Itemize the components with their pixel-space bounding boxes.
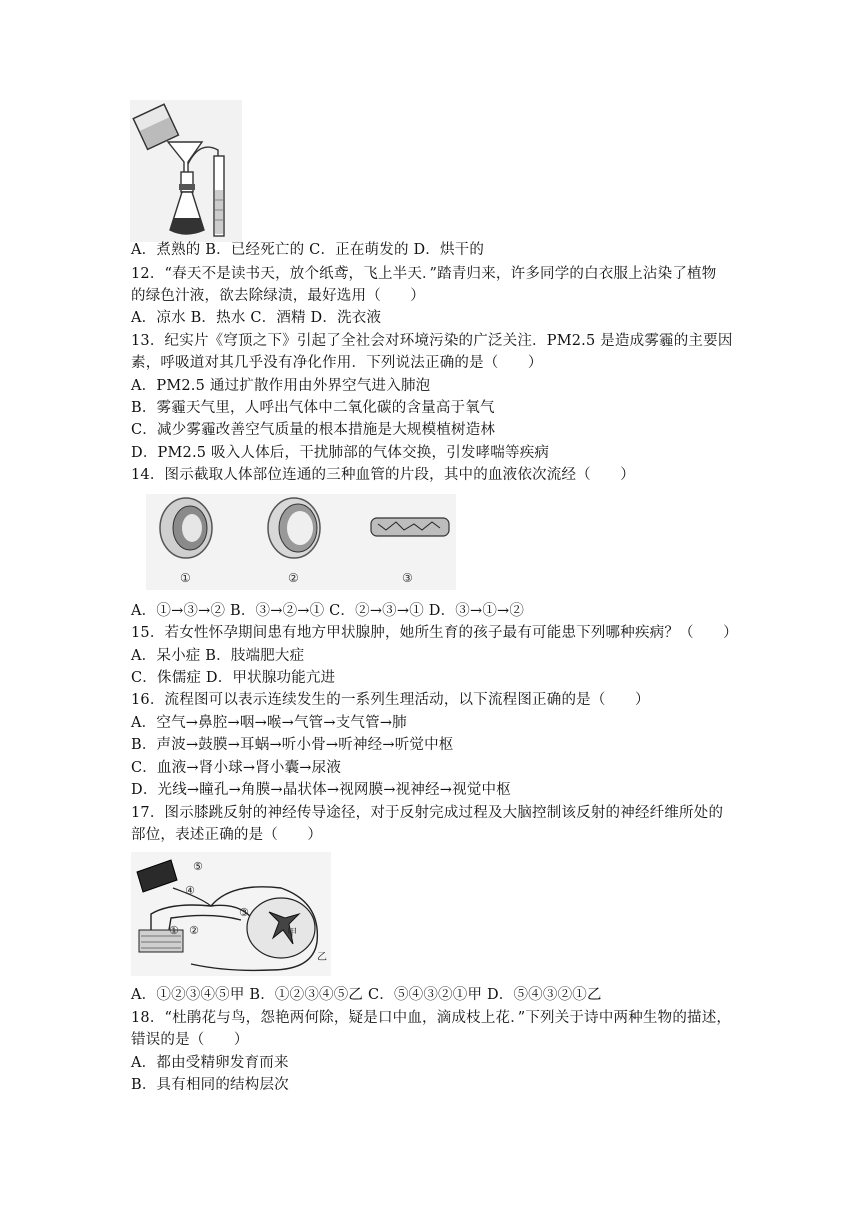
q12-stem-1: 12．“春天不是读书天，放个纸鸢，飞上半天．”踏青归来，许多同学的白衣服上沾染了植物 — [131, 266, 717, 282]
vessel-label-3: ③ — [402, 571, 413, 585]
q12-options: A．凉水 B．热水 C．酒精 D．洗衣液 — [131, 310, 382, 326]
q17-stem-2: 部位，表述正确的是（ ） — [131, 827, 323, 843]
reflex-label-2: ② — [189, 924, 199, 937]
q14-stem: 14．图示截取人体部位连通的三种血管的片段，其中的血液依次流经（ ） — [131, 467, 635, 483]
q17-stem-1: 17．图示膝跳反射的神经传导途径，对于反射完成过程及大脑控制该反射的神经纤维所处的 — [131, 805, 724, 821]
q13-stem-2: 素，呼吸道对其几乎没有净化作用．下列说法正确的是（ ） — [131, 355, 543, 371]
reflex-label-yi: 乙 — [317, 952, 327, 963]
q13-option-d: D．PM2.5 吸入人体后，干扰肺部的气体交换，引发哮喘等疾病 — [131, 445, 550, 461]
seed-experiment-figure — [130, 100, 242, 242]
q12-stem-2: 的绿色汁液，欲去除绿渍，最好选用（ ） — [131, 288, 425, 304]
q15-options-row2: C．侏儒症 D．甲状腺功能亢进 — [131, 670, 336, 686]
reflex-label-5: ⑤ — [193, 860, 203, 873]
q16-option-d: D．光线→瞳孔→角膜→晶状体→视网膜→视神经→视觉中枢 — [131, 782, 511, 798]
q16-option-a: A．空气→鼻腔→咽→喉→气管→支气管→肺 — [131, 715, 407, 731]
blood-vessels-figure — [146, 494, 456, 590]
q18-stem-1: 18．“杜鹃花与鸟，怨艳两何除，疑是口中血，滴成枝上花．”下列关于诗中两种生物的描述， — [131, 1010, 732, 1026]
reflex-label-1: ① — [169, 924, 179, 937]
q18-option-a: A．都由受精卵发育而来 — [131, 1055, 289, 1071]
q13-option-a: A．PM2.5 通过扩散作用由外界空气进入肺泡 — [131, 378, 431, 394]
q11-options: A．煮熟的 B．已经死亡的 C．正在萌发的 D．烘干的 — [131, 242, 485, 258]
q16-option-c: C．血液→肾小球→肾小囊→尿液 — [131, 760, 342, 776]
vessel-label-2: ② — [288, 571, 299, 585]
q13-option-c: C．减少雾霾改善空气质量的根本措施是大规模植树造林 — [131, 422, 496, 438]
q14-options: A．①→③→② B．③→②→① C．②→③→① D．③→①→② — [131, 603, 525, 619]
q15-options-row1: A．呆小症 B．肢端肥大症 — [131, 648, 305, 664]
q17-options: A．①②③④⑤甲 B．①②③④⑤乙 C．⑤④③②①甲 D．⑤④③②①乙 — [131, 987, 602, 1003]
reflex-label-jia: 甲 — [287, 928, 297, 939]
q13-option-b: B．雾霾天气里，人呼出气体中二氧化碳的含量高于氧气 — [131, 400, 495, 416]
q13-stem-1: 13．纪实片《穹顶之下》引起了全社会对环境污染的广泛关注．PM2.5 是造成雾霾的主要因 — [131, 333, 733, 349]
q16-stem: 16．流程图可以表示连续发生的一系列生理活动，以下流程图正确的是（ ） — [131, 692, 650, 708]
q16-option-b: B．声波→鼓膜→耳蜗→听小骨→听神经→听觉中枢 — [131, 737, 454, 753]
q18-stem-2: 错误的是（ ） — [131, 1032, 249, 1048]
q15-stem: 15．若女性怀孕期间患有地方甲状腺肿，她所生育的孩子最有可能患下列哪种疾病？（ ） — [131, 625, 738, 641]
vessel-label-1: ① — [180, 571, 191, 585]
q18-option-b: B．具有相同的结构层次 — [131, 1077, 289, 1093]
reflex-label-3: ③ — [239, 906, 249, 919]
reflex-arc-figure — [131, 852, 331, 976]
reflex-label-4: ④ — [185, 884, 195, 897]
